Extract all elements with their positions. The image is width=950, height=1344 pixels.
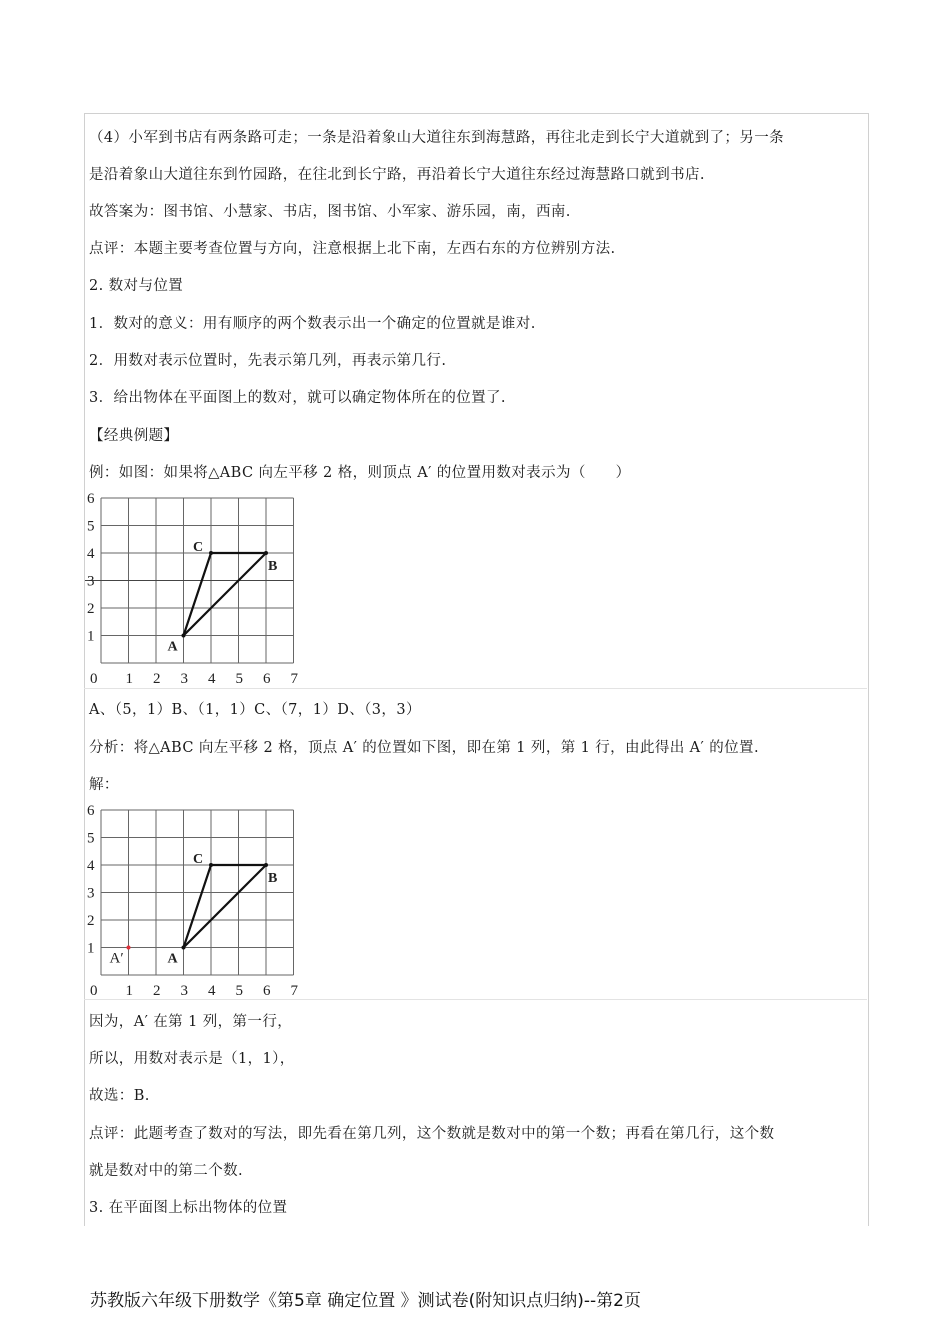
y-tick-label: 5 — [87, 518, 95, 535]
triangle-abc — [184, 865, 267, 948]
x-tick-label: 3 — [180, 983, 188, 999]
x-tick-label: 4 — [208, 983, 216, 999]
vertex-point — [182, 634, 186, 638]
comment-line: 点评：此题考查了数对的写法，即先看在第几列，这个数就是数对中的第一个数；再看在第几行，这个数 — [89, 1126, 775, 1142]
text-line: 是沿着象山大道往东到竹园路，在往北到长宁路，再沿着长宁大道往东经过海慧路口就到书店. — [89, 167, 705, 183]
x-tick-label: 3 — [180, 671, 188, 687]
divider — [84, 688, 867, 689]
y-tick-label: 2 — [87, 601, 95, 617]
text-line: 故选：B. — [89, 1088, 150, 1104]
vertex-label: B — [268, 559, 278, 574]
x-tick-label: 2 — [153, 983, 161, 999]
y-tick-label: 3 — [87, 885, 95, 902]
y-tick-label: 6 — [87, 803, 95, 819]
y-tick-label: 6 — [87, 491, 95, 507]
options-line: A、（5，1）B、（1，1）C、（7，1）D、（3，3） — [89, 702, 421, 718]
x-tick-label: 1 — [125, 983, 133, 999]
vertex-point — [264, 863, 268, 867]
text-line: 2．用数对表示位置时，先表示第几列，再表示第几行. — [89, 353, 447, 369]
text-line: 所以，用数对表示是（1，1）， — [89, 1051, 295, 1067]
vertex-label: C — [193, 852, 204, 867]
vertex-label: C — [193, 540, 204, 555]
coordinate-grid-question — [85, 487, 298, 687]
section-heading: 3. 在平面图上标出物体的位置 — [89, 1200, 288, 1216]
moved-point — [127, 946, 131, 950]
x-tick-label: 5 — [235, 671, 243, 687]
answer-line: 故答案为：图书馆、小慧家、书店，图书馆、小军家、游乐园，南，西南. — [89, 204, 571, 220]
x-tick-label: 7 — [290, 983, 298, 999]
analysis-line: 分析：将△ABC 向左平移 2 格，顶点 A′ 的位置如下图，即在第 1 列，第 1 行，由此得出 A′ 的位置. — [89, 740, 759, 756]
y-tick-label: 1 — [87, 940, 95, 957]
y-tick-label: 3 — [87, 573, 95, 590]
x-tick-label: 2 — [153, 671, 161, 687]
x-tick-label: 6 — [263, 671, 271, 687]
y-tick-label: 4 — [87, 858, 95, 874]
vertex-label: A — [167, 639, 178, 655]
x-tick-label: 4 — [208, 671, 216, 687]
solution-label: 解： — [89, 777, 119, 793]
x-tick-label: 0 — [90, 983, 98, 999]
section-heading: 2. 数对与位置 — [89, 278, 184, 294]
coordinate-grid-solution — [85, 799, 298, 999]
x-tick-label: 7 — [290, 671, 298, 687]
text-line: （4）小军到书店有两条路可走；一条是沿着象山大道往东到海慧路，再往北走到长宁大道就到了；另一条 — [89, 130, 785, 146]
vertex-point — [209, 551, 213, 555]
x-tick-label: 1 — [125, 671, 133, 687]
y-tick-label: 5 — [87, 830, 95, 847]
y-tick-label: 4 — [87, 546, 95, 562]
vertex-point — [264, 551, 268, 555]
y-tick-label: 1 — [87, 628, 95, 645]
divider — [84, 999, 867, 1000]
moved-point-label: A′ — [109, 950, 124, 967]
y-tick-label: 2 — [87, 913, 95, 929]
comment-line: 就是数对中的第二个数. — [89, 1163, 244, 1179]
x-tick-label: 5 — [235, 983, 243, 999]
vertex-point — [182, 946, 186, 950]
example-heading: 【经典例题】 — [89, 428, 179, 444]
vertex-label: B — [268, 871, 278, 886]
question-line: 例：如图：如果将△ABC 向左平移 2 格，则顶点 A′ 的位置用数对表示为（ ） — [89, 465, 631, 481]
vertex-point — [209, 863, 213, 867]
page-footer: 苏教版六年级下册数学《第5章 确定位置 》测试卷(附知识点归纳)--第2页 — [90, 1291, 641, 1311]
triangle-abc — [184, 553, 267, 636]
x-tick-label: 6 — [263, 983, 271, 999]
text-line: 1．数对的意义：用有顺序的两个数表示出一个确定的位置就是谁对. — [89, 316, 536, 332]
grid-figure — [85, 487, 298, 687]
grid-figure — [85, 799, 298, 999]
x-tick-label: 0 — [90, 671, 98, 687]
text-line: 3．给出物体在平面图上的数对，就可以确定物体所在的位置了. — [89, 390, 506, 406]
text-line: 因为，A′ 在第 1 列，第一行， — [89, 1014, 293, 1030]
vertex-label: A — [167, 951, 178, 967]
comment-line: 点评：本题主要考查位置与方向，注意根据上北下南，左西右东的方位辨别方法. — [89, 241, 616, 257]
